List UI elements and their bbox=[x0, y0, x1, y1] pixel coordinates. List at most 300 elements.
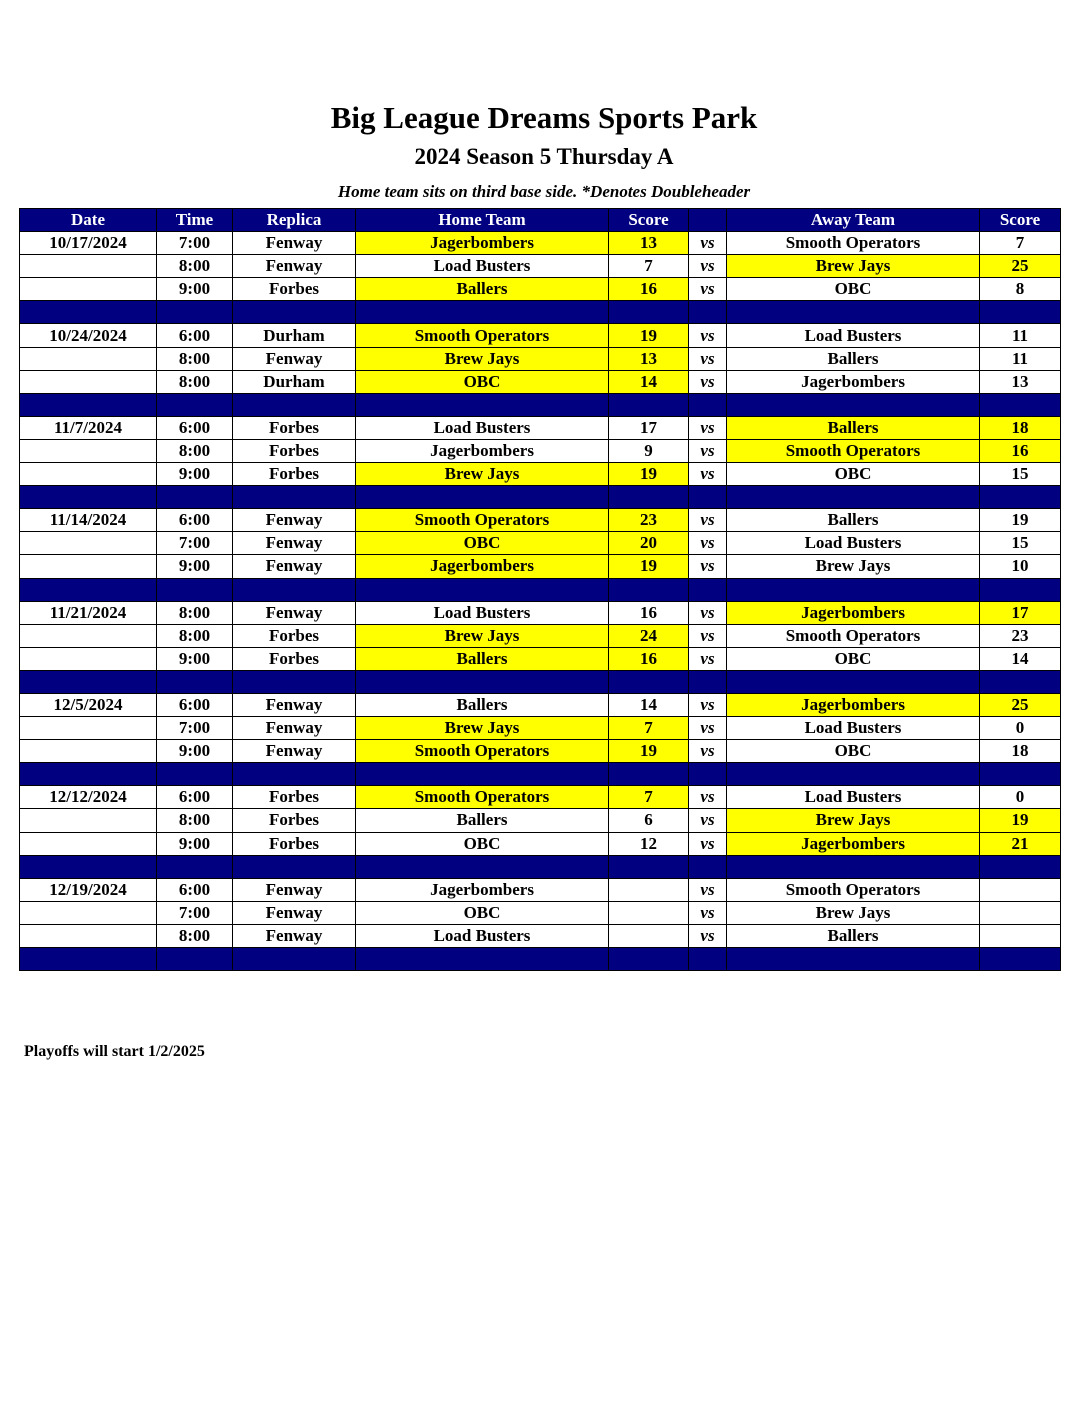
home-team: Load Busters bbox=[356, 924, 609, 947]
separator-cell bbox=[980, 670, 1061, 693]
separator-cell bbox=[689, 393, 727, 416]
game-field: Forbes bbox=[233, 278, 356, 301]
vs-label: vs bbox=[689, 439, 727, 462]
vs-label: vs bbox=[689, 324, 727, 347]
home-score: 12 bbox=[609, 832, 689, 855]
away-score: 17 bbox=[980, 601, 1061, 624]
game-date bbox=[20, 832, 157, 855]
separator-cell bbox=[980, 855, 1061, 878]
separator-cell bbox=[980, 948, 1061, 971]
vs-label: vs bbox=[689, 717, 727, 740]
home-score bbox=[609, 878, 689, 901]
document-title: Big League Dreams Sports Park bbox=[330, 100, 758, 135]
game-time: 8:00 bbox=[157, 370, 233, 393]
home-team: Jagerbombers bbox=[356, 555, 609, 578]
away-score: 18 bbox=[980, 740, 1061, 763]
game-row bbox=[20, 532, 1061, 555]
separator-cell bbox=[727, 855, 980, 878]
game-field: Fenway bbox=[233, 601, 356, 624]
game-row bbox=[20, 255, 1061, 278]
vs-label: vs bbox=[689, 532, 727, 555]
home-team: Load Busters bbox=[356, 601, 609, 624]
separator-cell bbox=[20, 301, 157, 324]
away-score: 21 bbox=[980, 832, 1061, 855]
game-field: Fenway bbox=[233, 255, 356, 278]
away-score: 16 bbox=[980, 439, 1061, 462]
away-team: Load Busters bbox=[727, 324, 980, 347]
separator-cell bbox=[233, 670, 356, 693]
separator-cell bbox=[980, 763, 1061, 786]
separator-cell bbox=[689, 578, 727, 601]
col-header-away-score: Score bbox=[980, 209, 1061, 232]
game-row bbox=[20, 509, 1061, 532]
game-field: Forbes bbox=[233, 463, 356, 486]
separator-cell bbox=[157, 301, 233, 324]
separator-cell bbox=[727, 486, 980, 509]
game-date bbox=[20, 463, 157, 486]
home-score: 19 bbox=[609, 740, 689, 763]
home-team: OBC bbox=[356, 901, 609, 924]
home-team: Ballers bbox=[356, 647, 609, 670]
separator-cell bbox=[20, 948, 157, 971]
separator-cell bbox=[233, 578, 356, 601]
week-separator-row bbox=[20, 670, 1061, 693]
separator-cell bbox=[20, 763, 157, 786]
home-team: Brew Jays bbox=[356, 347, 609, 370]
away-team: Brew Jays bbox=[727, 809, 980, 832]
vs-label: vs bbox=[689, 601, 727, 624]
away-score bbox=[980, 878, 1061, 901]
game-row bbox=[20, 717, 1061, 740]
vs-label: vs bbox=[689, 555, 727, 578]
separator-cell bbox=[356, 948, 609, 971]
separator-cell bbox=[609, 393, 689, 416]
separator-cell bbox=[157, 763, 233, 786]
game-date bbox=[20, 717, 157, 740]
home-score: 7 bbox=[609, 255, 689, 278]
game-row bbox=[20, 624, 1061, 647]
separator-cell bbox=[356, 855, 609, 878]
home-team: Load Busters bbox=[356, 416, 609, 439]
game-date: 11/7/2024 bbox=[20, 416, 157, 439]
game-field: Forbes bbox=[233, 624, 356, 647]
game-field: Forbes bbox=[233, 832, 356, 855]
away-team: OBC bbox=[727, 463, 980, 486]
week-separator-row bbox=[20, 301, 1061, 324]
away-team: Smooth Operators bbox=[727, 232, 980, 255]
separator-cell bbox=[233, 763, 356, 786]
vs-label: vs bbox=[689, 416, 727, 439]
game-field: Fenway bbox=[233, 901, 356, 924]
game-row bbox=[20, 924, 1061, 947]
separator-cell bbox=[609, 763, 689, 786]
game-date bbox=[20, 555, 157, 578]
vs-label: vs bbox=[689, 693, 727, 716]
game-row bbox=[20, 278, 1061, 301]
game-date bbox=[20, 255, 157, 278]
game-date: 12/19/2024 bbox=[20, 878, 157, 901]
game-field: Forbes bbox=[233, 809, 356, 832]
game-date bbox=[20, 370, 157, 393]
home-score: 19 bbox=[609, 555, 689, 578]
game-time: 9:00 bbox=[157, 278, 233, 301]
away-score: 18 bbox=[980, 416, 1061, 439]
col-header-vs bbox=[689, 209, 727, 232]
away-score: 15 bbox=[980, 463, 1061, 486]
away-team: Load Busters bbox=[727, 717, 980, 740]
home-score: 20 bbox=[609, 532, 689, 555]
away-team: Load Busters bbox=[727, 532, 980, 555]
game-field: Fenway bbox=[233, 878, 356, 901]
separator-cell bbox=[157, 578, 233, 601]
separator-cell bbox=[980, 393, 1061, 416]
game-field: Fenway bbox=[233, 717, 356, 740]
vs-label: vs bbox=[689, 232, 727, 255]
playoffs-note: Playoffs will start 1/2/2025 bbox=[24, 1043, 205, 1060]
game-field: Fenway bbox=[233, 924, 356, 947]
game-row bbox=[20, 878, 1061, 901]
game-row bbox=[20, 693, 1061, 716]
away-team: Smooth Operators bbox=[727, 624, 980, 647]
week-separator-row bbox=[20, 486, 1061, 509]
home-score: 9 bbox=[609, 439, 689, 462]
game-date bbox=[20, 901, 157, 924]
away-team: Load Busters bbox=[727, 786, 980, 809]
game-date: 12/12/2024 bbox=[20, 786, 157, 809]
game-date: 11/21/2024 bbox=[20, 601, 157, 624]
game-field: Fenway bbox=[233, 693, 356, 716]
separator-cell bbox=[980, 301, 1061, 324]
game-field: Fenway bbox=[233, 232, 356, 255]
away-score: 11 bbox=[980, 347, 1061, 370]
game-time: 9:00 bbox=[157, 463, 233, 486]
vs-label: vs bbox=[689, 347, 727, 370]
away-score: 23 bbox=[980, 624, 1061, 647]
separator-cell bbox=[609, 486, 689, 509]
home-team: Ballers bbox=[356, 809, 609, 832]
vs-label: vs bbox=[689, 901, 727, 924]
vs-label: vs bbox=[689, 878, 727, 901]
separator-cell bbox=[20, 393, 157, 416]
week-separator-row bbox=[20, 855, 1061, 878]
week-separator-row bbox=[20, 763, 1061, 786]
away-team: Ballers bbox=[727, 416, 980, 439]
away-score: 0 bbox=[980, 717, 1061, 740]
game-row bbox=[20, 232, 1061, 255]
game-row bbox=[20, 786, 1061, 809]
away-score: 8 bbox=[980, 278, 1061, 301]
away-team: OBC bbox=[727, 278, 980, 301]
away-score: 25 bbox=[980, 255, 1061, 278]
separator-cell bbox=[727, 948, 980, 971]
home-score: 14 bbox=[609, 693, 689, 716]
game-date bbox=[20, 347, 157, 370]
separator-cell bbox=[356, 578, 609, 601]
game-time: 6:00 bbox=[157, 416, 233, 439]
game-field: Forbes bbox=[233, 786, 356, 809]
separator-cell bbox=[356, 301, 609, 324]
game-date bbox=[20, 809, 157, 832]
separator-cell bbox=[356, 393, 609, 416]
game-date bbox=[20, 740, 157, 763]
home-score: 13 bbox=[609, 347, 689, 370]
schedule-table bbox=[19, 208, 1061, 971]
away-team: OBC bbox=[727, 647, 980, 670]
away-team: Brew Jays bbox=[727, 255, 980, 278]
vs-label: vs bbox=[689, 255, 727, 278]
game-field: Fenway bbox=[233, 509, 356, 532]
col-header-date: Date bbox=[20, 209, 157, 232]
separator-cell bbox=[980, 578, 1061, 601]
separator-cell bbox=[20, 578, 157, 601]
separator-cell bbox=[20, 670, 157, 693]
game-time: 6:00 bbox=[157, 509, 233, 532]
game-time: 7:00 bbox=[157, 717, 233, 740]
home-score: 19 bbox=[609, 324, 689, 347]
away-score: 10 bbox=[980, 555, 1061, 578]
game-field: Fenway bbox=[233, 532, 356, 555]
col-header-replica: Replica bbox=[233, 209, 356, 232]
game-time: 8:00 bbox=[157, 255, 233, 278]
separator-cell bbox=[233, 486, 356, 509]
separator-cell bbox=[689, 301, 727, 324]
home-team: Jagerbombers bbox=[356, 439, 609, 462]
game-time: 8:00 bbox=[157, 601, 233, 624]
home-team: OBC bbox=[356, 532, 609, 555]
game-date bbox=[20, 624, 157, 647]
home-score: 6 bbox=[609, 809, 689, 832]
game-row bbox=[20, 901, 1061, 924]
game-field: Forbes bbox=[233, 416, 356, 439]
home-team: Jagerbombers bbox=[356, 232, 609, 255]
away-score: 19 bbox=[980, 809, 1061, 832]
vs-label: vs bbox=[689, 924, 727, 947]
separator-cell bbox=[727, 301, 980, 324]
away-team: Jagerbombers bbox=[727, 601, 980, 624]
col-header-time: Time bbox=[157, 209, 233, 232]
separator-cell bbox=[157, 855, 233, 878]
game-row bbox=[20, 740, 1061, 763]
separator-cell bbox=[233, 393, 356, 416]
away-team: Jagerbombers bbox=[727, 693, 980, 716]
separator-cell bbox=[157, 486, 233, 509]
game-date: 11/14/2024 bbox=[20, 509, 157, 532]
game-date bbox=[20, 924, 157, 947]
home-team: Smooth Operators bbox=[356, 509, 609, 532]
game-time: 8:00 bbox=[157, 439, 233, 462]
home-score bbox=[609, 901, 689, 924]
game-field: Fenway bbox=[233, 740, 356, 763]
game-time: 6:00 bbox=[157, 878, 233, 901]
separator-cell bbox=[609, 670, 689, 693]
table-header-row bbox=[20, 209, 1061, 232]
separator-cell bbox=[727, 670, 980, 693]
home-team: Smooth Operators bbox=[356, 740, 609, 763]
separator-cell bbox=[689, 670, 727, 693]
vs-label: vs bbox=[689, 278, 727, 301]
game-time: 8:00 bbox=[157, 347, 233, 370]
vs-label: vs bbox=[689, 463, 727, 486]
home-score: 7 bbox=[609, 717, 689, 740]
separator-cell bbox=[233, 948, 356, 971]
away-score: 0 bbox=[980, 786, 1061, 809]
home-team: Brew Jays bbox=[356, 463, 609, 486]
game-time: 9:00 bbox=[157, 647, 233, 670]
away-team: Ballers bbox=[727, 924, 980, 947]
separator-cell bbox=[609, 578, 689, 601]
col-header-home-score: Score bbox=[609, 209, 689, 232]
game-row bbox=[20, 439, 1061, 462]
game-time: 6:00 bbox=[157, 693, 233, 716]
home-score: 23 bbox=[609, 509, 689, 532]
home-team: Ballers bbox=[356, 278, 609, 301]
away-team: Brew Jays bbox=[727, 555, 980, 578]
col-header-away-team: Away Team bbox=[727, 209, 980, 232]
separator-cell bbox=[980, 486, 1061, 509]
separator-cell bbox=[233, 301, 356, 324]
vs-label: vs bbox=[689, 624, 727, 647]
separator-cell bbox=[157, 948, 233, 971]
home-score: 7 bbox=[609, 786, 689, 809]
away-score: 7 bbox=[980, 232, 1061, 255]
home-score bbox=[609, 924, 689, 947]
away-team: OBC bbox=[727, 740, 980, 763]
vs-label: vs bbox=[689, 740, 727, 763]
separator-cell bbox=[20, 486, 157, 509]
game-row bbox=[20, 809, 1061, 832]
home-score: 13 bbox=[609, 232, 689, 255]
away-score bbox=[980, 924, 1061, 947]
separator-cell bbox=[356, 486, 609, 509]
home-score: 17 bbox=[609, 416, 689, 439]
game-row bbox=[20, 370, 1061, 393]
game-date bbox=[20, 278, 157, 301]
game-row bbox=[20, 463, 1061, 486]
game-time: 8:00 bbox=[157, 924, 233, 947]
game-field: Durham bbox=[233, 324, 356, 347]
game-field: Durham bbox=[233, 370, 356, 393]
separator-cell bbox=[20, 855, 157, 878]
separator-cell bbox=[609, 855, 689, 878]
separator-cell bbox=[356, 763, 609, 786]
game-time: 7:00 bbox=[157, 901, 233, 924]
seating-note: Home team sits on third base side. *Denotes Doubleheader bbox=[337, 182, 751, 201]
home-team: Smooth Operators bbox=[356, 786, 609, 809]
away-team: Brew Jays bbox=[727, 901, 980, 924]
game-time: 9:00 bbox=[157, 555, 233, 578]
game-time: 8:00 bbox=[157, 809, 233, 832]
game-row bbox=[20, 832, 1061, 855]
game-time: 8:00 bbox=[157, 624, 233, 647]
game-row bbox=[20, 347, 1061, 370]
home-team: Ballers bbox=[356, 693, 609, 716]
home-team: Jagerbombers bbox=[356, 878, 609, 901]
game-field: Forbes bbox=[233, 439, 356, 462]
home-score: 24 bbox=[609, 624, 689, 647]
game-time: 7:00 bbox=[157, 232, 233, 255]
vs-label: vs bbox=[689, 809, 727, 832]
home-score: 16 bbox=[609, 647, 689, 670]
away-team: Smooth Operators bbox=[727, 878, 980, 901]
week-separator-row bbox=[20, 393, 1061, 416]
game-time: 9:00 bbox=[157, 832, 233, 855]
week-separator-row bbox=[20, 948, 1061, 971]
separator-cell bbox=[157, 393, 233, 416]
home-score: 19 bbox=[609, 463, 689, 486]
away-score: 19 bbox=[980, 509, 1061, 532]
separator-cell bbox=[689, 855, 727, 878]
home-team: OBC bbox=[356, 832, 609, 855]
home-score: 16 bbox=[609, 278, 689, 301]
week-separator-row bbox=[20, 578, 1061, 601]
separator-cell bbox=[356, 670, 609, 693]
away-team: Smooth Operators bbox=[727, 439, 980, 462]
game-row bbox=[20, 555, 1061, 578]
home-team: Brew Jays bbox=[356, 717, 609, 740]
vs-label: vs bbox=[689, 509, 727, 532]
home-team: Load Busters bbox=[356, 255, 609, 278]
away-score: 25 bbox=[980, 693, 1061, 716]
separator-cell bbox=[727, 763, 980, 786]
game-date: 10/24/2024 bbox=[20, 324, 157, 347]
separator-cell bbox=[689, 486, 727, 509]
game-row bbox=[20, 416, 1061, 439]
vs-label: vs bbox=[689, 786, 727, 809]
game-row bbox=[20, 647, 1061, 670]
away-score bbox=[980, 901, 1061, 924]
away-score: 13 bbox=[980, 370, 1061, 393]
game-field: Forbes bbox=[233, 647, 356, 670]
document-subtitle: 2024 Season 5 Thursday A bbox=[414, 144, 674, 169]
game-date bbox=[20, 647, 157, 670]
away-team: Jagerbombers bbox=[727, 370, 980, 393]
home-score: 14 bbox=[609, 370, 689, 393]
game-date: 12/5/2024 bbox=[20, 693, 157, 716]
game-date: 10/17/2024 bbox=[20, 232, 157, 255]
separator-cell bbox=[157, 670, 233, 693]
game-time: 6:00 bbox=[157, 786, 233, 809]
away-team: Jagerbombers bbox=[727, 832, 980, 855]
game-field: Fenway bbox=[233, 555, 356, 578]
separator-cell bbox=[233, 855, 356, 878]
separator-cell bbox=[727, 578, 980, 601]
away-team: Ballers bbox=[727, 347, 980, 370]
separator-cell bbox=[689, 763, 727, 786]
game-row bbox=[20, 324, 1061, 347]
home-team: Smooth Operators bbox=[356, 324, 609, 347]
game-date bbox=[20, 532, 157, 555]
separator-cell bbox=[689, 948, 727, 971]
game-time: 6:00 bbox=[157, 324, 233, 347]
col-header-home-team: Home Team bbox=[356, 209, 609, 232]
separator-cell bbox=[609, 301, 689, 324]
game-time: 9:00 bbox=[157, 740, 233, 763]
separator-cell bbox=[727, 393, 980, 416]
away-score: 15 bbox=[980, 532, 1061, 555]
separator-cell bbox=[609, 948, 689, 971]
away-score: 11 bbox=[980, 324, 1061, 347]
game-time: 7:00 bbox=[157, 532, 233, 555]
game-row bbox=[20, 601, 1061, 624]
vs-label: vs bbox=[689, 832, 727, 855]
away-score: 14 bbox=[980, 647, 1061, 670]
vs-label: vs bbox=[689, 370, 727, 393]
game-field: Fenway bbox=[233, 347, 356, 370]
schedule-body bbox=[20, 232, 1061, 971]
home-team: OBC bbox=[356, 370, 609, 393]
home-team: Brew Jays bbox=[356, 624, 609, 647]
vs-label: vs bbox=[689, 647, 727, 670]
